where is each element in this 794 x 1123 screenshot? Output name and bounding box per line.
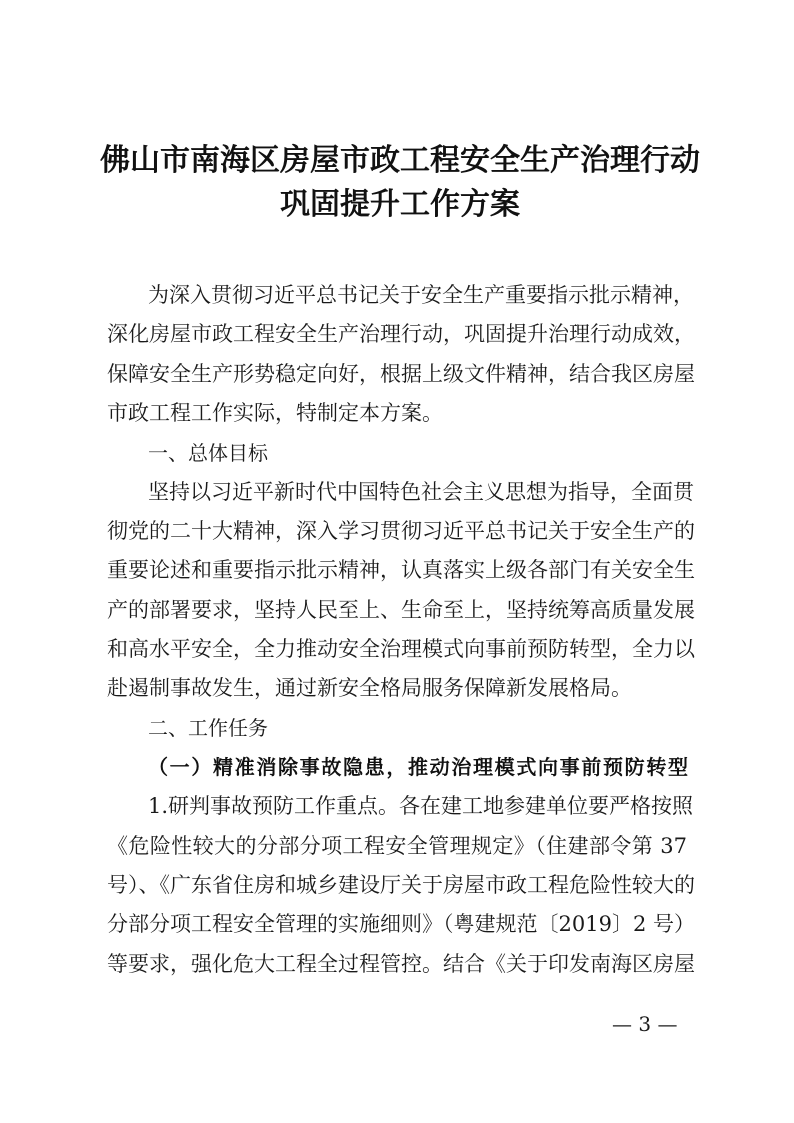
document-title-line-1: 佛山市南海区房屋市政工程安全生产治理行动 [100, 143, 700, 178]
intro-paragraph-line: 保障安全生产形势稳定向好，根据上级文件精神，结合我区房屋 [107, 362, 695, 386]
page-number: — 3 — [612, 1012, 678, 1036]
section-2-paragraph-line: 1.研判事故预防工作重点。各在建工地参建单位要严格按照 [148, 794, 694, 818]
section-2-subheading: （一）精准消除事故隐患，推动治理模式向事前预防转型 [148, 755, 688, 779]
section-2-paragraph-line: 分部分项工程安全管理的实施细则》（粤建规范〔2019〕2 号） [107, 912, 695, 936]
section-2-paragraph-line: 《危险性较大的分部分项工程安全管理规定》（住建部令第 37 [107, 834, 687, 858]
section-2-heading: 二、工作任务 [148, 716, 268, 740]
section-1-paragraph-line: 彻党的二十大精神，深入学习贯彻习近平总书记关于安全生产的 [107, 519, 695, 543]
section-1-paragraph-line: 重要论述和重要指示批示精神，认真落实上级各部门有关安全生 [107, 558, 695, 582]
section-2-paragraph-line: 号）、《广东省住房和城乡建设厅关于房屋市政工程危险性较大的 [107, 873, 695, 897]
section-1-paragraph-line: 坚持以习近平新时代中国特色社会主义思想为指导，全面贯 [148, 480, 694, 504]
section-1-heading: 一、总体目标 [148, 441, 268, 465]
document-title-line-2: 巩固提升工作方案 [280, 187, 520, 222]
section-1-paragraph-line: 和高水平安全，全力推动安全治理模式向事前预防转型，全力以 [107, 637, 695, 661]
intro-paragraph-line: 市政工程工作实际，特制定本方案。 [107, 401, 443, 425]
intro-paragraph-line: 深化房屋市政工程安全生产治理行动，巩固提升治理行动成效， [107, 322, 695, 346]
intro-paragraph-line: 为深入贯彻习近平总书记关于安全生产重要指示批示精神， [148, 283, 694, 307]
section-1-paragraph-line: 赴遏制事故发生，通过新安全格局服务保障新发展格局。 [107, 676, 632, 700]
section-1-paragraph-line: 产的部署要求，坚持人民至上、生命至上，坚持统筹高质量发展 [107, 598, 695, 622]
section-2-paragraph-line: 等要求，强化危大工程全过程管控。结合《关于印发南海区房屋 [107, 952, 695, 976]
